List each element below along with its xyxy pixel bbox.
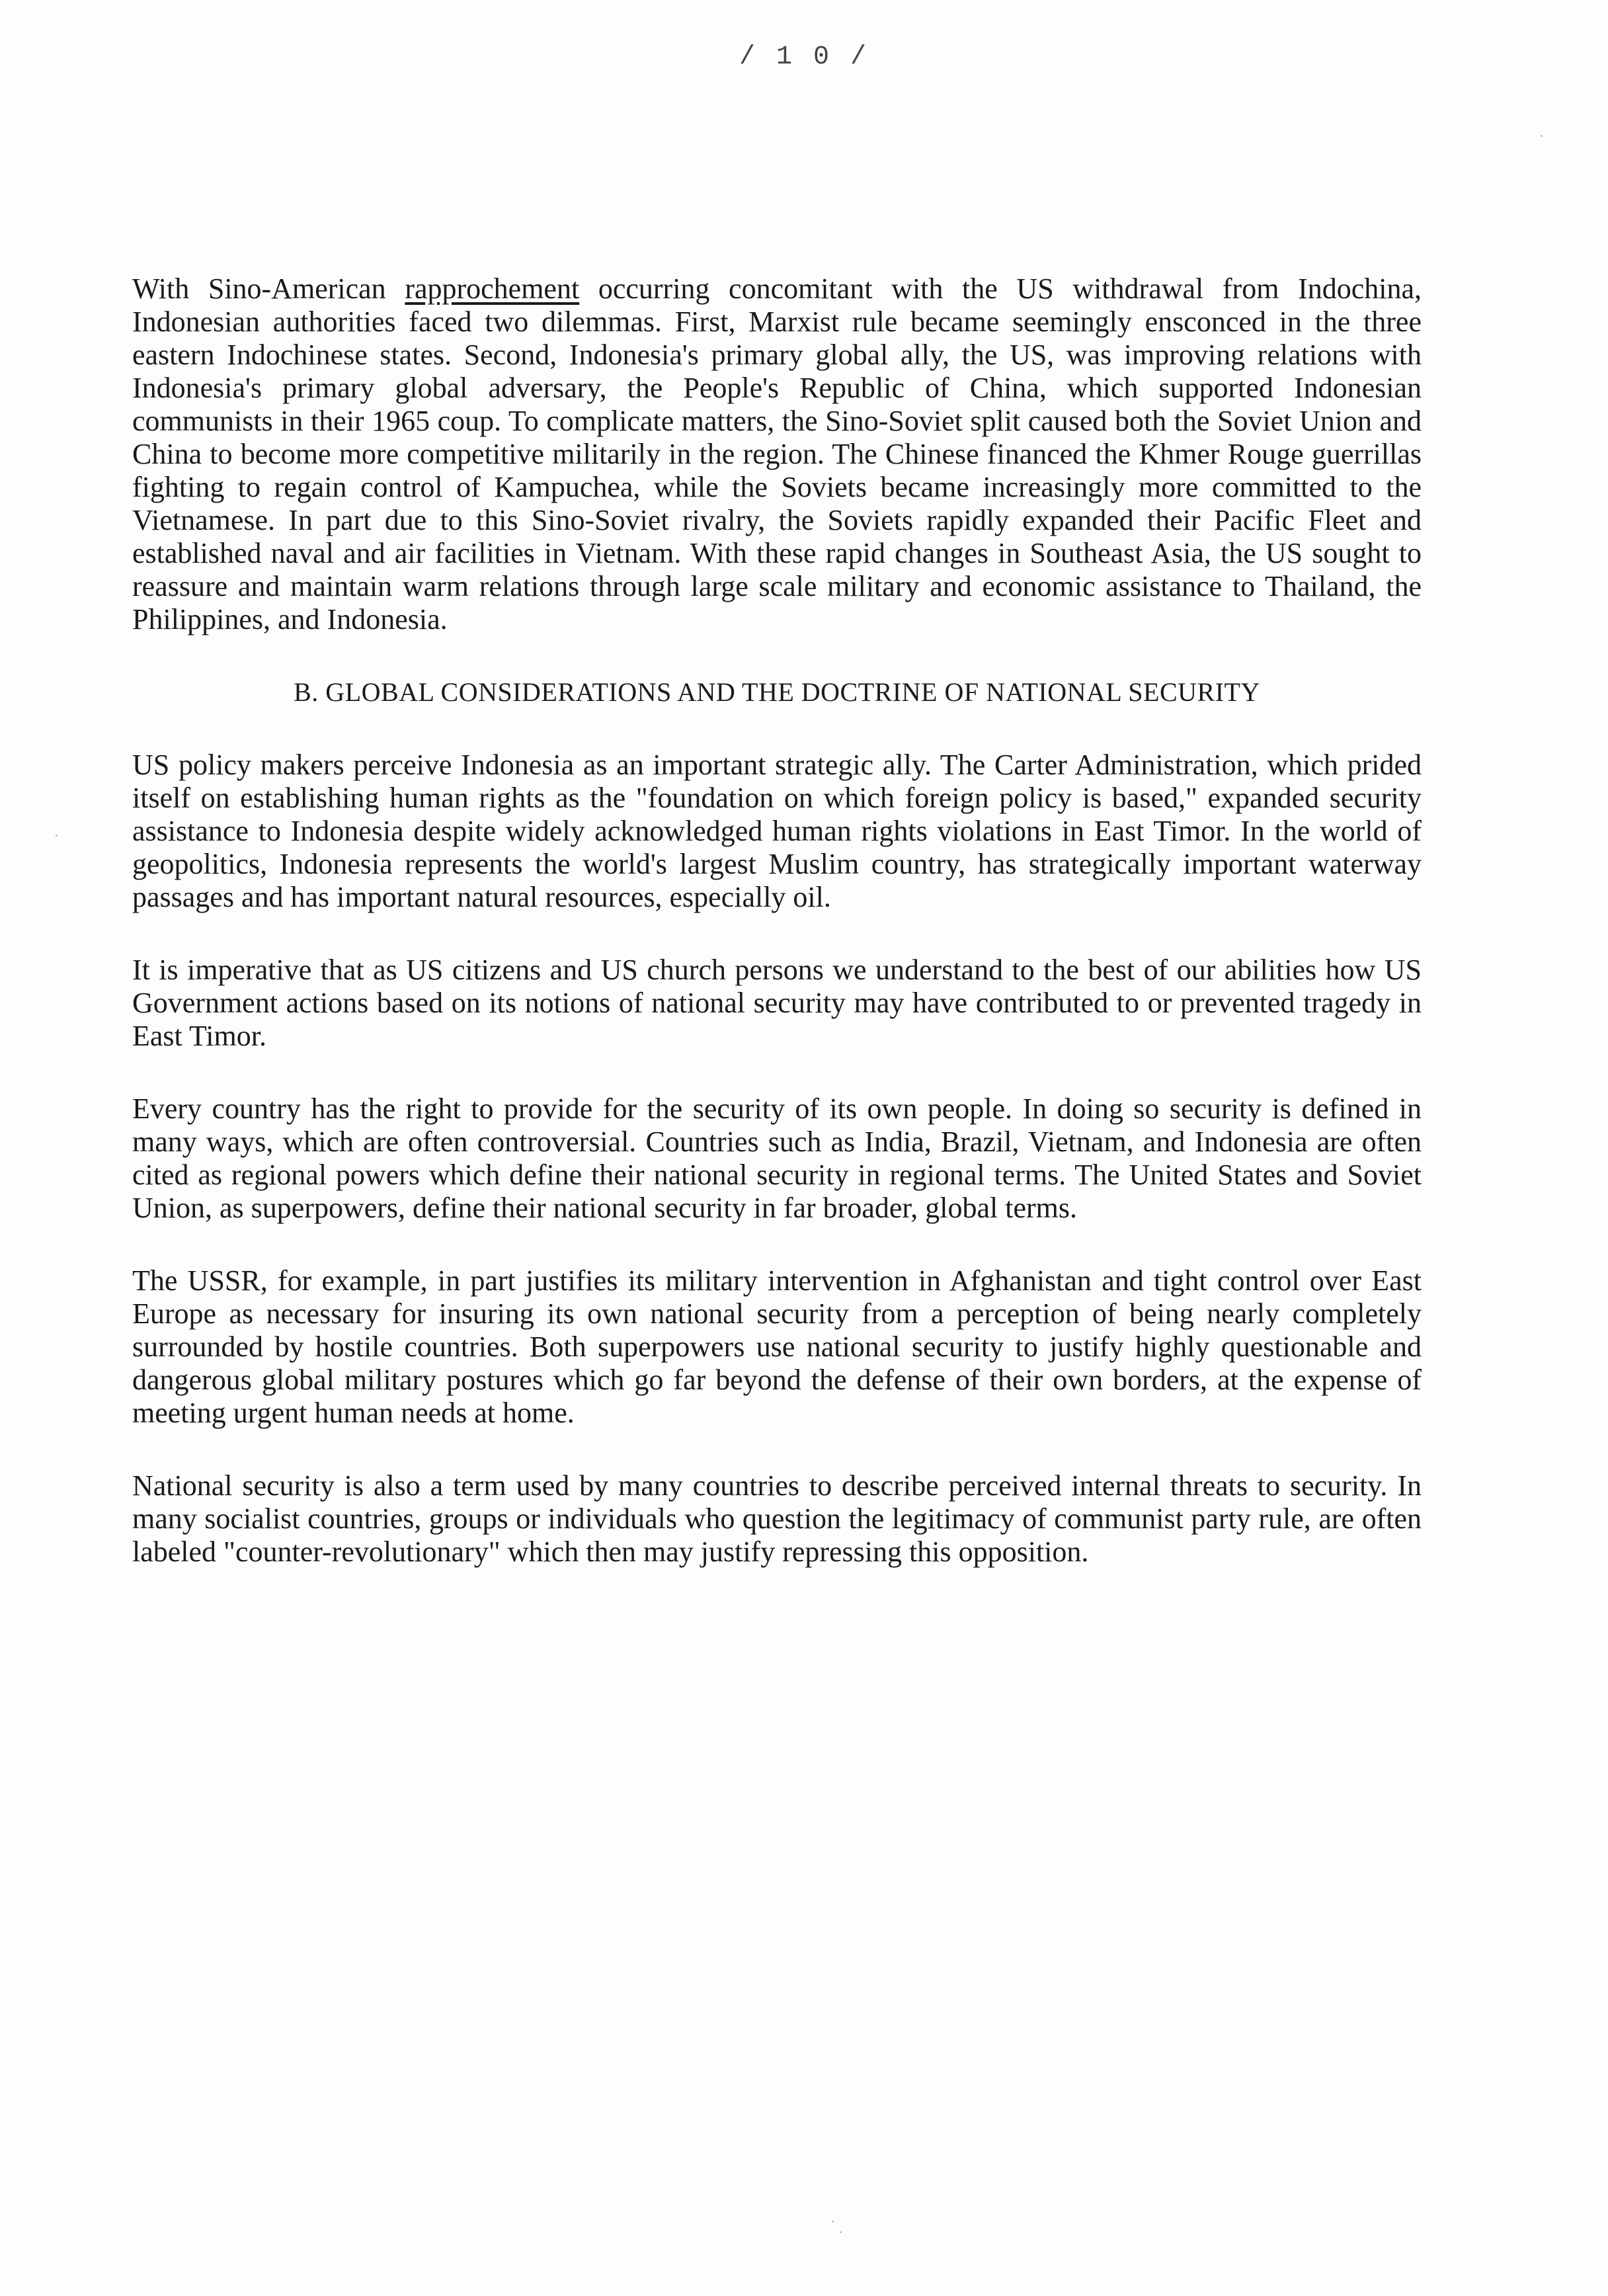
paragraph-sino-american-rapprochement [132,272,1422,636]
paragraph-right-to-security: Every country has the right to provide for the security of its own people. In doing so security is defined in many ways, which are often controversial. Countries such as India, Brazil, Vietnam, and Indonesia are often cited as regional powers which define their national security in regional terms. The United States and Soviet Union, as superpowers, define their national security in far broader, global terms. [132,1092,1422,1224]
underlined-term-rapprochement: rapprochement [405,272,580,305]
paragraph-strategic-ally: US policy makers perceive Indonesia as an important strategic ally. The Carter Administration, which prided itself on establishing human rights as the "foundation on which foreign policy is based," expanded security assistance to Indonesia despite widely acknowledged human rights violations in East Timor. In the world of geopolitics, Indonesia represents the world's largest Muslim country, has strategically important waterway passages and has important natural resources, especially oil. [132,749,1422,913]
section-heading: B. GLOBAL CONSIDERATIONS AND THE DOCTRINE OF NATIONAL SECURITY [294,677,1260,707]
scan-speck [840,2231,842,2233]
page-number: / 1 0 / [739,42,869,72]
paragraph-ussr-example: The USSR, for example, in part justifies its military intervention in Afghanistan and tight control over East Europe as necessary for insuring its own national security from a perception of being nearly completely surrounded by hostile countries. Both superpowers use national security to justify highly questionable and dangerous global military postures which go far beyond the defense of their own borders, at the expense of meeting urgent human needs at home. [132,1264,1422,1429]
scan-speck [832,2221,834,2223]
paragraph-internal-threats: National security is also a term used by many countries to describe perceived internal threats to security. In many socialist countries, groups or individuals who question the legitimacy of communist party rule, are often labeled "counter-revolutionary" which then may justify repressing this opposition. [132,1469,1422,1568]
scan-speck [56,835,58,837]
paragraph-imperative: It is imperative that as US citizens and US church persons we understand to the best of our abilities how US Government actions based on its notions of national security may have contributed to or prevented tragedy in East Timor. [132,954,1422,1052]
paragraph-1-rest: occurring concomitant with the US withdrawal from Indochina, Indonesian authorities faced two dilemmas. First, Marxist rule became seemingly ensconced in the three eastern Indochinese states. Second, Indonesia's primary global ally, the US, was improving relations with Indonesia's primary global adversary, the People's Republic of China, which supported Indonesian communists in their 1965 coup. To complicate matters, the Sino-Soviet split caused both the Soviet Union and China to become more competitive militarily in the region. The Chinese financed the Khmer Rouge guerrillas fighting to regain control of Kampuchea, while the Soviets became increasingly more committed to the Vietnamese. In part due to this Sino-Soviet rivalry, the Soviets rapidly expanded their Pacific Fleet and established naval and air facilities in Vietnam. With these rapid changes in Southeast Asia, the US sought to reassure and maintain warm relations through large scale military and economic assistance to Thailand, the Philippines, and Indonesia. [132,272,1422,636]
document-body [132,272,1422,1608]
paragraph-1-lead: With Sino-American [132,272,405,305]
scan-speck [1541,135,1543,137]
